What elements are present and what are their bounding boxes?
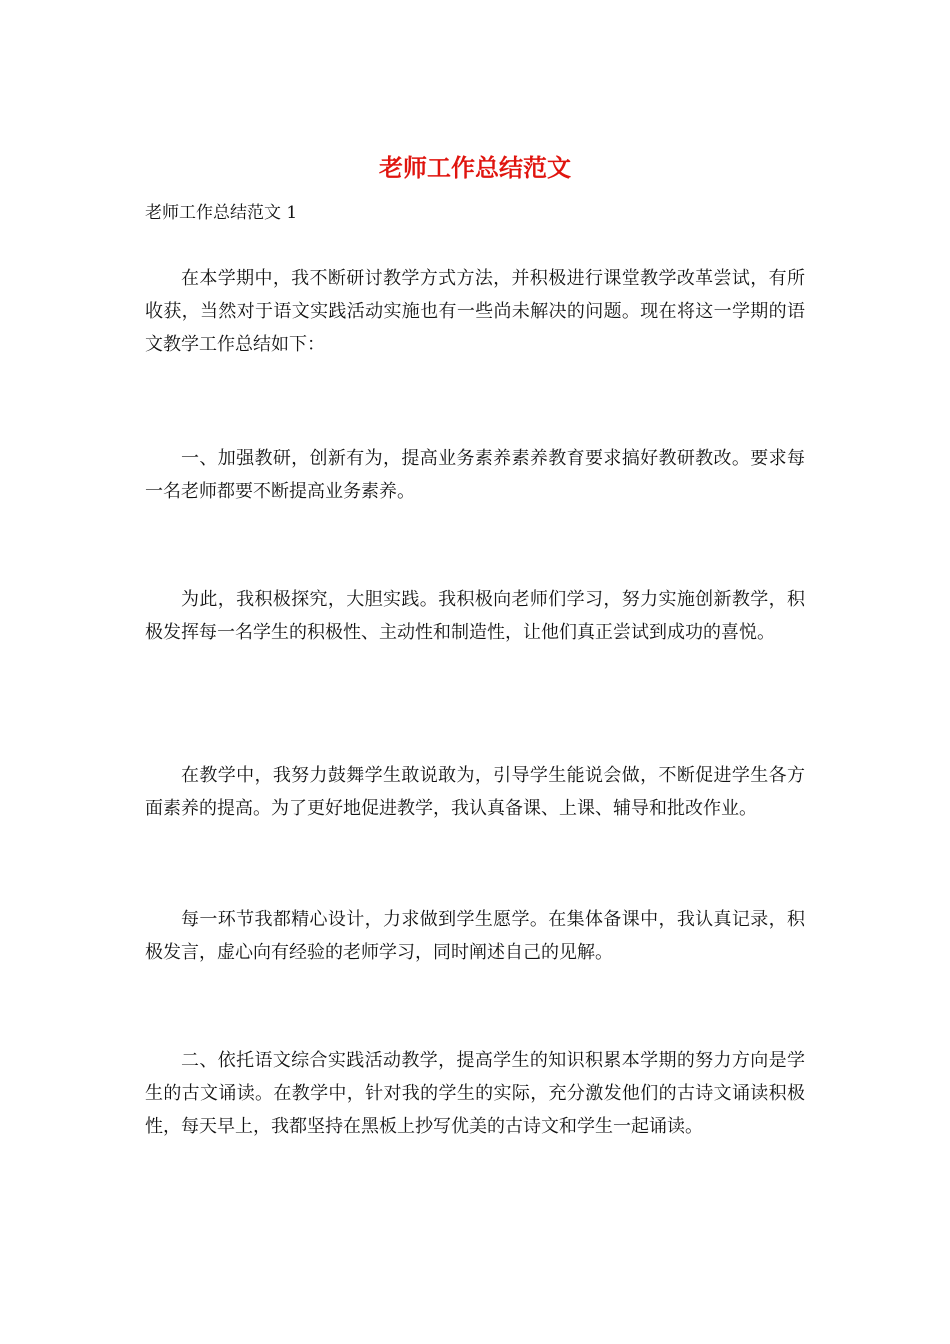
- paragraph-intro: 在本学期中，我不断研讨教学方式方法，并积极进行课堂教学改革尝试，有所收获，当然对于语文实践活动实施也有一些尚未解决的问题。现在将这一学期的语文教学工作总结如下：: [145, 268, 805, 355]
- paragraph-practice: 为此，我积极探究，大胆实践。我积极向老师们学习，努力实施创新教学，积极发挥每一名学生的积极性、主动性和制造性，让他们真正尝试到成功的喜悦。: [145, 589, 805, 643]
- paragraph-section-two: 二、依托语文综合实践活动教学，提高学生的知识积累本学期的努力方向是学生的古文诵读。在教学中，针对我的学生的实际，充分激发他们的古诗文诵读积极性，每天早上，我都坚持在黑板上抄写优美的古诗文和学生一起诵读。: [145, 1050, 805, 1137]
- document-title: 老师工作总结范文: [379, 153, 571, 182]
- paragraph-teaching: 在教学中，我努力鼓舞学生敢说敢为，引导学生能说会做，不断促进学生各方面素养的提高。为了更好地促进教学，我认真备课、上课、辅导和批改作业。: [145, 765, 805, 819]
- paragraph-section-one: 一、加强教研，创新有为，提高业务素养素养教育要求搞好教研教改。要求每一名老师都要不断提高业务素养。: [145, 448, 805, 502]
- paragraph-lesson-prep: 每一环节我都精心设计，力求做到学生愿学。在集体备课中，我认真记录，积极发言，虚心向有经验的老师学习，同时阐述自己的见解。: [145, 909, 805, 963]
- document-subtitle: 老师工作总结范文 1: [145, 203, 298, 223]
